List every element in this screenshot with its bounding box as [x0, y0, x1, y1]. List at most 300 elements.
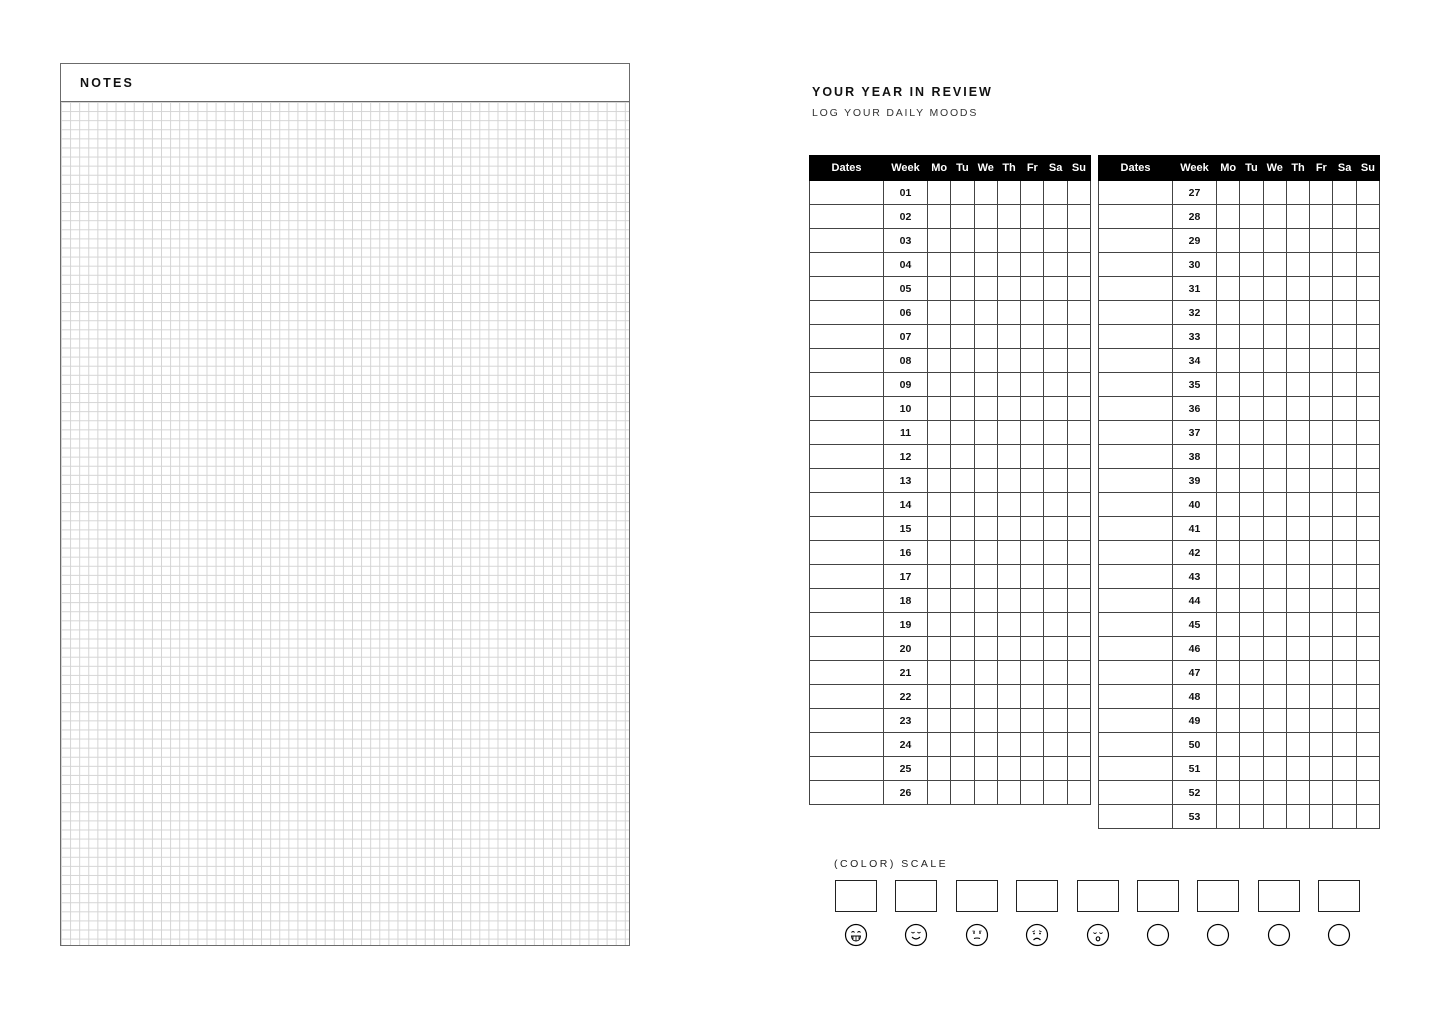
- dates-cell[interactable]: [810, 541, 884, 565]
- mood-cell-fr[interactable]: [1310, 349, 1333, 373]
- dates-cell[interactable]: [810, 613, 884, 637]
- dates-cell[interactable]: [810, 277, 884, 301]
- mood-cell-tu[interactable]: [1240, 469, 1263, 493]
- mood-cell-th[interactable]: [1286, 661, 1309, 685]
- dates-cell[interactable]: [810, 709, 884, 733]
- mood-cell-th[interactable]: [997, 373, 1020, 397]
- mood-cell-we[interactable]: [1263, 757, 1286, 781]
- mood-cell-tu[interactable]: [951, 685, 974, 709]
- mood-cell-sa[interactable]: [1044, 277, 1067, 301]
- mood-cell-we[interactable]: [1263, 637, 1286, 661]
- mood-cell-tu[interactable]: [951, 421, 974, 445]
- mood-cell-th[interactable]: [1286, 805, 1309, 829]
- mood-cell-th[interactable]: [997, 733, 1020, 757]
- mood-cell-fr[interactable]: [1021, 421, 1044, 445]
- color-swatch-box[interactable]: [1016, 880, 1058, 912]
- dates-cell[interactable]: [810, 637, 884, 661]
- mood-cell-su[interactable]: [1067, 469, 1090, 493]
- mood-cell-fr[interactable]: [1310, 757, 1333, 781]
- mood-cell-fr[interactable]: [1310, 277, 1333, 301]
- mood-cell-sa[interactable]: [1044, 637, 1067, 661]
- mood-cell-tu[interactable]: [951, 349, 974, 373]
- mood-cell-tu[interactable]: [951, 253, 974, 277]
- mood-cell-su[interactable]: [1356, 301, 1379, 325]
- mood-cell-mo[interactable]: [1217, 325, 1240, 349]
- mood-cell-sa[interactable]: [1044, 181, 1067, 205]
- mood-cell-th[interactable]: [1286, 253, 1309, 277]
- mood-cell-sa[interactable]: [1333, 325, 1356, 349]
- notes-grid-area[interactable]: [61, 102, 629, 945]
- dates-cell[interactable]: [810, 421, 884, 445]
- mood-cell-tu[interactable]: [1240, 805, 1263, 829]
- mood-cell-sa[interactable]: [1333, 733, 1356, 757]
- mood-cell-th[interactable]: [1286, 229, 1309, 253]
- mood-cell-tu[interactable]: [1240, 205, 1263, 229]
- mood-cell-sa[interactable]: [1044, 709, 1067, 733]
- mood-cell-sa[interactable]: [1044, 661, 1067, 685]
- dates-cell[interactable]: [1099, 733, 1173, 757]
- mood-cell-mo[interactable]: [1217, 661, 1240, 685]
- mood-cell-th[interactable]: [1286, 637, 1309, 661]
- mood-cell-su[interactable]: [1067, 493, 1090, 517]
- mood-cell-su[interactable]: [1067, 181, 1090, 205]
- mood-cell-sa[interactable]: [1044, 493, 1067, 517]
- mood-cell-fr[interactable]: [1310, 229, 1333, 253]
- mood-cell-tu[interactable]: [1240, 301, 1263, 325]
- mood-cell-su[interactable]: [1356, 733, 1379, 757]
- mood-cell-su[interactable]: [1067, 613, 1090, 637]
- mood-cell-sa[interactable]: [1333, 493, 1356, 517]
- color-swatch-box[interactable]: [1137, 880, 1179, 912]
- mood-cell-sa[interactable]: [1044, 517, 1067, 541]
- mood-cell-su[interactable]: [1356, 253, 1379, 277]
- mood-cell-th[interactable]: [1286, 325, 1309, 349]
- mood-cell-su[interactable]: [1356, 517, 1379, 541]
- mood-cell-mo[interactable]: [1217, 253, 1240, 277]
- mood-cell-th[interactable]: [997, 565, 1020, 589]
- mood-cell-sa[interactable]: [1044, 349, 1067, 373]
- mood-cell-tu[interactable]: [951, 325, 974, 349]
- mood-cell-fr[interactable]: [1021, 757, 1044, 781]
- mood-cell-tu[interactable]: [1240, 661, 1263, 685]
- mood-cell-th[interactable]: [997, 325, 1020, 349]
- mood-cell-we[interactable]: [974, 181, 997, 205]
- mood-cell-mo[interactable]: [928, 349, 951, 373]
- mood-cell-we[interactable]: [974, 493, 997, 517]
- dates-cell[interactable]: [810, 733, 884, 757]
- dates-cell[interactable]: [1099, 781, 1173, 805]
- mood-cell-su[interactable]: [1067, 229, 1090, 253]
- color-swatch-box[interactable]: [1318, 880, 1360, 912]
- mood-cell-we[interactable]: [1263, 397, 1286, 421]
- mood-cell-su[interactable]: [1067, 733, 1090, 757]
- mood-cell-su[interactable]: [1067, 541, 1090, 565]
- mood-cell-we[interactable]: [974, 709, 997, 733]
- mood-cell-fr[interactable]: [1021, 637, 1044, 661]
- dates-cell[interactable]: [810, 397, 884, 421]
- mood-cell-su[interactable]: [1067, 445, 1090, 469]
- mood-cell-sa[interactable]: [1333, 301, 1356, 325]
- mood-cell-su[interactable]: [1356, 589, 1379, 613]
- mood-cell-mo[interactable]: [928, 445, 951, 469]
- mood-cell-sa[interactable]: [1333, 277, 1356, 301]
- mood-cell-sa[interactable]: [1044, 229, 1067, 253]
- mood-cell-th[interactable]: [1286, 517, 1309, 541]
- mood-cell-we[interactable]: [974, 613, 997, 637]
- mood-cell-we[interactable]: [1263, 253, 1286, 277]
- mood-cell-th[interactable]: [1286, 493, 1309, 517]
- mood-cell-fr[interactable]: [1310, 421, 1333, 445]
- mood-cell-su[interactable]: [1067, 277, 1090, 301]
- mood-cell-th[interactable]: [1286, 733, 1309, 757]
- mood-cell-su[interactable]: [1356, 613, 1379, 637]
- mood-cell-th[interactable]: [1286, 781, 1309, 805]
- mood-cell-mo[interactable]: [1217, 589, 1240, 613]
- mood-cell-fr[interactable]: [1310, 613, 1333, 637]
- mood-cell-mo[interactable]: [928, 517, 951, 541]
- color-swatch-box[interactable]: [956, 880, 998, 912]
- mood-cell-mo[interactable]: [1217, 421, 1240, 445]
- dates-cell[interactable]: [1099, 541, 1173, 565]
- mood-cell-tu[interactable]: [951, 493, 974, 517]
- mood-cell-tu[interactable]: [1240, 781, 1263, 805]
- mood-cell-fr[interactable]: [1021, 373, 1044, 397]
- mood-cell-fr[interactable]: [1310, 445, 1333, 469]
- mood-cell-su[interactable]: [1356, 685, 1379, 709]
- dates-cell[interactable]: [1099, 277, 1173, 301]
- mood-cell-sa[interactable]: [1044, 757, 1067, 781]
- mood-cell-we[interactable]: [974, 253, 997, 277]
- mood-cell-th[interactable]: [997, 685, 1020, 709]
- mood-cell-sa[interactable]: [1044, 589, 1067, 613]
- dates-cell[interactable]: [1099, 253, 1173, 277]
- dates-cell[interactable]: [1099, 421, 1173, 445]
- mood-cell-tu[interactable]: [1240, 637, 1263, 661]
- mood-cell-mo[interactable]: [928, 757, 951, 781]
- mood-cell-fr[interactable]: [1021, 181, 1044, 205]
- mood-cell-su[interactable]: [1067, 589, 1090, 613]
- dates-cell[interactable]: [810, 781, 884, 805]
- mood-cell-su[interactable]: [1356, 469, 1379, 493]
- mood-cell-we[interactable]: [974, 565, 997, 589]
- mood-cell-th[interactable]: [997, 589, 1020, 613]
- mood-cell-fr[interactable]: [1310, 469, 1333, 493]
- mood-cell-su[interactable]: [1356, 637, 1379, 661]
- mood-cell-th[interactable]: [1286, 541, 1309, 565]
- mood-cell-we[interactable]: [974, 205, 997, 229]
- mood-cell-th[interactable]: [997, 709, 1020, 733]
- mood-cell-th[interactable]: [997, 205, 1020, 229]
- mood-cell-we[interactable]: [974, 421, 997, 445]
- mood-cell-fr[interactable]: [1021, 709, 1044, 733]
- mood-cell-th[interactable]: [1286, 469, 1309, 493]
- mood-cell-th[interactable]: [997, 781, 1020, 805]
- mood-cell-sa[interactable]: [1333, 805, 1356, 829]
- mood-cell-th[interactable]: [997, 229, 1020, 253]
- dates-cell[interactable]: [810, 565, 884, 589]
- dates-cell[interactable]: [810, 325, 884, 349]
- mood-cell-th[interactable]: [997, 301, 1020, 325]
- mood-cell-sa[interactable]: [1333, 205, 1356, 229]
- mood-cell-su[interactable]: [1067, 253, 1090, 277]
- mood-cell-th[interactable]: [997, 397, 1020, 421]
- mood-cell-sa[interactable]: [1333, 253, 1356, 277]
- mood-cell-su[interactable]: [1356, 277, 1379, 301]
- mood-cell-mo[interactable]: [928, 661, 951, 685]
- dates-cell[interactable]: [810, 373, 884, 397]
- mood-cell-th[interactable]: [1286, 397, 1309, 421]
- mood-cell-fr[interactable]: [1310, 781, 1333, 805]
- mood-cell-tu[interactable]: [1240, 397, 1263, 421]
- mood-cell-tu[interactable]: [1240, 709, 1263, 733]
- mood-cell-tu[interactable]: [1240, 685, 1263, 709]
- mood-cell-mo[interactable]: [1217, 781, 1240, 805]
- mood-cell-sa[interactable]: [1044, 733, 1067, 757]
- mood-cell-fr[interactable]: [1021, 589, 1044, 613]
- mood-cell-fr[interactable]: [1310, 493, 1333, 517]
- mood-cell-tu[interactable]: [1240, 421, 1263, 445]
- mood-cell-we[interactable]: [974, 637, 997, 661]
- mood-cell-fr[interactable]: [1021, 253, 1044, 277]
- mood-cell-fr[interactable]: [1021, 397, 1044, 421]
- mood-cell-fr[interactable]: [1310, 565, 1333, 589]
- color-swatch-box[interactable]: [835, 880, 877, 912]
- mood-cell-th[interactable]: [1286, 301, 1309, 325]
- mood-cell-tu[interactable]: [1240, 373, 1263, 397]
- mood-cell-th[interactable]: [997, 661, 1020, 685]
- mood-cell-tu[interactable]: [951, 445, 974, 469]
- mood-cell-we[interactable]: [974, 661, 997, 685]
- mood-cell-mo[interactable]: [928, 301, 951, 325]
- mood-cell-tu[interactable]: [951, 589, 974, 613]
- mood-cell-mo[interactable]: [1217, 493, 1240, 517]
- mood-cell-mo[interactable]: [1217, 541, 1240, 565]
- mood-cell-we[interactable]: [1263, 517, 1286, 541]
- dates-cell[interactable]: [1099, 445, 1173, 469]
- mood-cell-tu[interactable]: [951, 709, 974, 733]
- mood-cell-tu[interactable]: [1240, 733, 1263, 757]
- mood-cell-we[interactable]: [1263, 181, 1286, 205]
- mood-cell-th[interactable]: [1286, 421, 1309, 445]
- mood-cell-fr[interactable]: [1310, 517, 1333, 541]
- mood-cell-th[interactable]: [1286, 685, 1309, 709]
- mood-cell-mo[interactable]: [928, 565, 951, 589]
- mood-cell-su[interactable]: [1356, 661, 1379, 685]
- mood-cell-we[interactable]: [974, 397, 997, 421]
- mood-cell-mo[interactable]: [928, 709, 951, 733]
- mood-cell-th[interactable]: [997, 253, 1020, 277]
- mood-cell-th[interactable]: [997, 493, 1020, 517]
- mood-cell-sa[interactable]: [1333, 781, 1356, 805]
- mood-cell-tu[interactable]: [951, 469, 974, 493]
- mood-cell-mo[interactable]: [928, 229, 951, 253]
- mood-cell-su[interactable]: [1356, 229, 1379, 253]
- mood-cell-tu[interactable]: [951, 613, 974, 637]
- mood-cell-th[interactable]: [1286, 445, 1309, 469]
- mood-cell-mo[interactable]: [928, 397, 951, 421]
- color-swatch-box[interactable]: [895, 880, 937, 912]
- mood-cell-th[interactable]: [1286, 373, 1309, 397]
- mood-cell-su[interactable]: [1067, 325, 1090, 349]
- mood-cell-fr[interactable]: [1021, 685, 1044, 709]
- mood-cell-mo[interactable]: [1217, 733, 1240, 757]
- mood-cell-mo[interactable]: [928, 733, 951, 757]
- mood-cell-th[interactable]: [997, 757, 1020, 781]
- mood-cell-mo[interactable]: [928, 421, 951, 445]
- dates-cell[interactable]: [810, 229, 884, 253]
- mood-cell-fr[interactable]: [1021, 661, 1044, 685]
- mood-cell-mo[interactable]: [1217, 709, 1240, 733]
- mood-cell-we[interactable]: [974, 349, 997, 373]
- mood-cell-fr[interactable]: [1310, 301, 1333, 325]
- mood-cell-sa[interactable]: [1044, 781, 1067, 805]
- mood-cell-mo[interactable]: [928, 781, 951, 805]
- mood-cell-we[interactable]: [1263, 493, 1286, 517]
- mood-cell-tu[interactable]: [951, 661, 974, 685]
- dates-cell[interactable]: [810, 469, 884, 493]
- mood-cell-fr[interactable]: [1310, 205, 1333, 229]
- mood-cell-tu[interactable]: [1240, 493, 1263, 517]
- mood-cell-tu[interactable]: [1240, 277, 1263, 301]
- dates-cell[interactable]: [1099, 301, 1173, 325]
- mood-cell-fr[interactable]: [1021, 349, 1044, 373]
- mood-cell-mo[interactable]: [1217, 349, 1240, 373]
- dates-cell[interactable]: [1099, 709, 1173, 733]
- dates-cell[interactable]: [1099, 181, 1173, 205]
- mood-cell-we[interactable]: [1263, 565, 1286, 589]
- mood-cell-we[interactable]: [974, 229, 997, 253]
- mood-cell-we[interactable]: [974, 757, 997, 781]
- mood-cell-su[interactable]: [1356, 757, 1379, 781]
- mood-cell-tu[interactable]: [951, 301, 974, 325]
- mood-cell-sa[interactable]: [1044, 685, 1067, 709]
- color-swatch-box[interactable]: [1077, 880, 1119, 912]
- mood-cell-fr[interactable]: [1021, 229, 1044, 253]
- dates-cell[interactable]: [810, 757, 884, 781]
- mood-cell-su[interactable]: [1356, 565, 1379, 589]
- mood-cell-su[interactable]: [1067, 757, 1090, 781]
- mood-cell-th[interactable]: [1286, 709, 1309, 733]
- mood-cell-we[interactable]: [1263, 277, 1286, 301]
- mood-cell-sa[interactable]: [1333, 373, 1356, 397]
- dates-cell[interactable]: [1099, 565, 1173, 589]
- mood-cell-fr[interactable]: [1310, 541, 1333, 565]
- mood-cell-su[interactable]: [1067, 373, 1090, 397]
- mood-cell-tu[interactable]: [1240, 517, 1263, 541]
- mood-cell-su[interactable]: [1067, 301, 1090, 325]
- mood-cell-th[interactable]: [997, 421, 1020, 445]
- dates-cell[interactable]: [810, 205, 884, 229]
- mood-cell-tu[interactable]: [951, 781, 974, 805]
- dates-cell[interactable]: [810, 493, 884, 517]
- mood-cell-sa[interactable]: [1333, 661, 1356, 685]
- mood-cell-mo[interactable]: [928, 325, 951, 349]
- mood-cell-fr[interactable]: [1310, 685, 1333, 709]
- mood-cell-mo[interactable]: [928, 637, 951, 661]
- mood-cell-mo[interactable]: [928, 205, 951, 229]
- mood-cell-tu[interactable]: [1240, 589, 1263, 613]
- mood-cell-we[interactable]: [1263, 661, 1286, 685]
- mood-cell-tu[interactable]: [1240, 181, 1263, 205]
- mood-cell-tu[interactable]: [951, 541, 974, 565]
- mood-cell-fr[interactable]: [1021, 469, 1044, 493]
- mood-cell-th[interactable]: [997, 181, 1020, 205]
- mood-cell-th[interactable]: [1286, 757, 1309, 781]
- mood-cell-su[interactable]: [1067, 205, 1090, 229]
- mood-cell-fr[interactable]: [1021, 277, 1044, 301]
- mood-cell-th[interactable]: [997, 637, 1020, 661]
- mood-cell-su[interactable]: [1356, 709, 1379, 733]
- mood-cell-mo[interactable]: [928, 613, 951, 637]
- dates-cell[interactable]: [1099, 757, 1173, 781]
- mood-cell-su[interactable]: [1067, 685, 1090, 709]
- mood-cell-su[interactable]: [1356, 325, 1379, 349]
- mood-cell-mo[interactable]: [1217, 613, 1240, 637]
- mood-cell-su[interactable]: [1356, 445, 1379, 469]
- mood-cell-fr[interactable]: [1310, 589, 1333, 613]
- mood-cell-su[interactable]: [1356, 349, 1379, 373]
- mood-cell-tu[interactable]: [1240, 757, 1263, 781]
- dates-cell[interactable]: [1099, 325, 1173, 349]
- mood-cell-mo[interactable]: [1217, 229, 1240, 253]
- mood-cell-mo[interactable]: [1217, 181, 1240, 205]
- mood-cell-th[interactable]: [997, 445, 1020, 469]
- mood-cell-tu[interactable]: [1240, 253, 1263, 277]
- mood-cell-th[interactable]: [997, 469, 1020, 493]
- mood-cell-tu[interactable]: [951, 733, 974, 757]
- mood-cell-su[interactable]: [1067, 781, 1090, 805]
- mood-cell-we[interactable]: [1263, 373, 1286, 397]
- mood-cell-we[interactable]: [1263, 325, 1286, 349]
- mood-cell-mo[interactable]: [1217, 685, 1240, 709]
- mood-cell-we[interactable]: [974, 781, 997, 805]
- mood-cell-mo[interactable]: [928, 493, 951, 517]
- mood-cell-tu[interactable]: [1240, 325, 1263, 349]
- mood-cell-tu[interactable]: [951, 205, 974, 229]
- mood-cell-we[interactable]: [1263, 781, 1286, 805]
- mood-cell-su[interactable]: [1356, 421, 1379, 445]
- mood-cell-sa[interactable]: [1333, 445, 1356, 469]
- mood-cell-th[interactable]: [1286, 565, 1309, 589]
- dates-cell[interactable]: [1099, 661, 1173, 685]
- mood-cell-su[interactable]: [1356, 781, 1379, 805]
- mood-cell-we[interactable]: [1263, 733, 1286, 757]
- mood-cell-we[interactable]: [1263, 541, 1286, 565]
- mood-cell-su[interactable]: [1067, 397, 1090, 421]
- mood-cell-sa[interactable]: [1044, 613, 1067, 637]
- mood-cell-we[interactable]: [1263, 301, 1286, 325]
- mood-cell-fr[interactable]: [1310, 397, 1333, 421]
- mood-cell-su[interactable]: [1356, 205, 1379, 229]
- mood-cell-sa[interactable]: [1044, 205, 1067, 229]
- mood-cell-we[interactable]: [974, 445, 997, 469]
- mood-cell-sa[interactable]: [1044, 469, 1067, 493]
- mood-cell-mo[interactable]: [928, 589, 951, 613]
- mood-cell-su[interactable]: [1356, 493, 1379, 517]
- mood-cell-su[interactable]: [1356, 373, 1379, 397]
- mood-cell-su[interactable]: [1067, 637, 1090, 661]
- mood-cell-we[interactable]: [974, 469, 997, 493]
- mood-cell-th[interactable]: [1286, 205, 1309, 229]
- mood-cell-fr[interactable]: [1021, 205, 1044, 229]
- mood-cell-we[interactable]: [974, 325, 997, 349]
- mood-cell-we[interactable]: [974, 277, 997, 301]
- mood-cell-fr[interactable]: [1021, 541, 1044, 565]
- mood-cell-mo[interactable]: [928, 541, 951, 565]
- mood-cell-sa[interactable]: [1044, 565, 1067, 589]
- mood-cell-mo[interactable]: [1217, 757, 1240, 781]
- mood-cell-fr[interactable]: [1021, 613, 1044, 637]
